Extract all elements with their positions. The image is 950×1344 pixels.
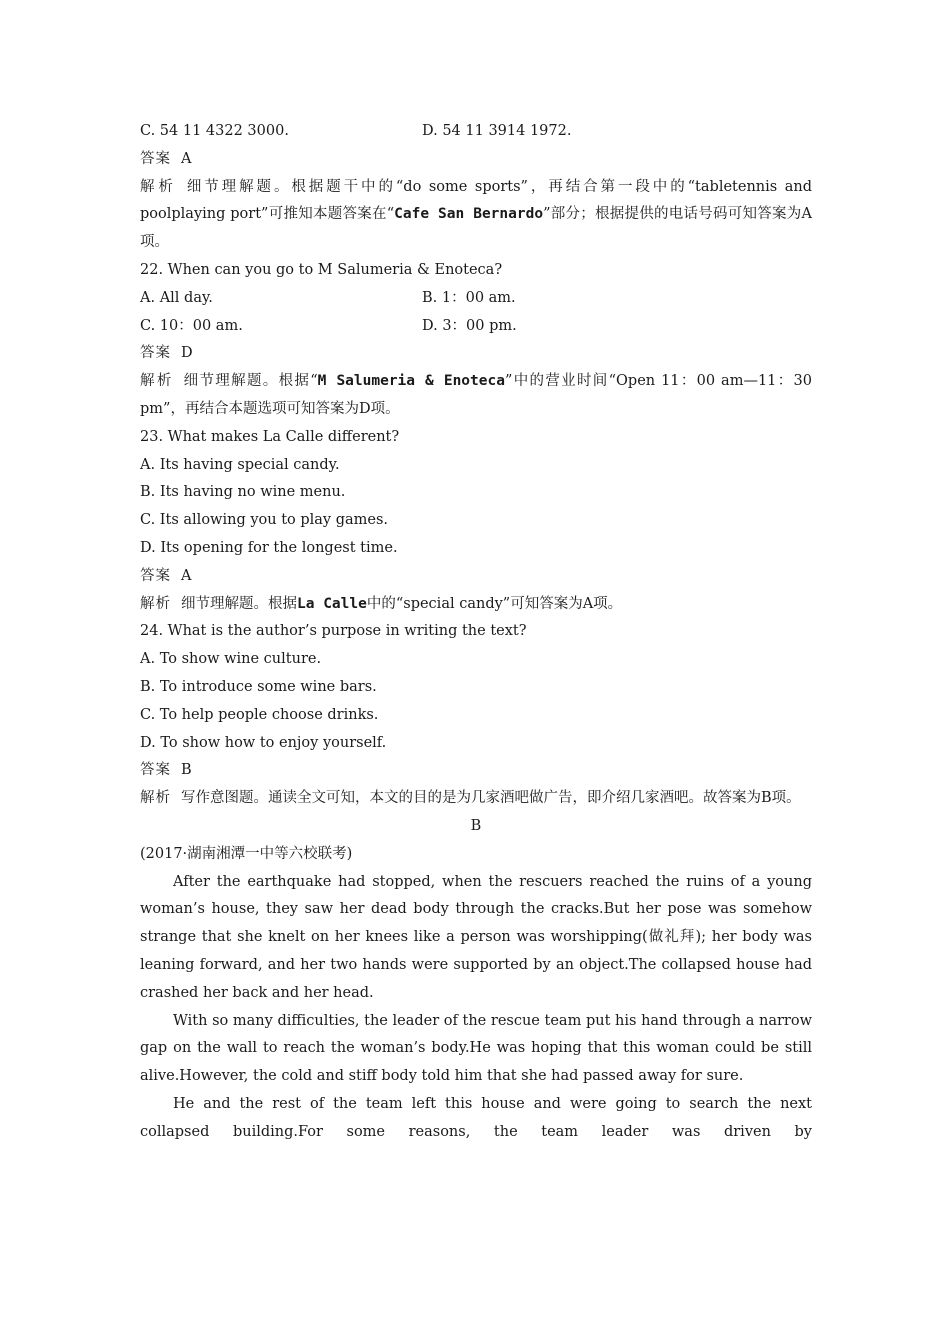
answer-value: D: [181, 345, 193, 362]
q23-question: 23. What makes La Calle different?: [140, 428, 400, 445]
bold-term: Cafe San Bernardo: [394, 206, 544, 223]
passage-paragraph-3: He and the rest of the team left this house and were going to search the next collapsed building.For some reasons, the team leader was driven by: [140, 1095, 812, 1140]
q24-option-c: C. To help people choose drinks.: [140, 706, 379, 723]
analysis-label: 解析: [140, 790, 171, 807]
section-source: (2017·湖南湘潭一中等六校联考): [140, 845, 353, 862]
passage-paragraph-2: With so many difficulties, the leader of the rescue team put his hand through a narrow gap on the wall to reach the woman’s body.He was hoping that this woman could be still alive.However, the cold and stiff body told him that she had passed away for sure.: [140, 1012, 812, 1085]
q23-answer: [140, 563, 812, 591]
bold-term: M Salumeria & Enoteca: [317, 373, 505, 390]
q24-analysis: 解析 写作意图题。通读全文可知，本文的目的是为几家酒吧做广告，即介绍几家酒吧。故答案为B项。: [140, 790, 801, 807]
section-heading: B: [470, 817, 482, 834]
q24-answer: [140, 757, 812, 785]
q23-analysis: 解析 细节理解题。根据La Calle中的“special candy”可知答案为A项。: [140, 595, 623, 612]
q22-option-d: D. 3：00 pm.: [422, 317, 517, 334]
answer-label: 答案: [140, 150, 171, 167]
q21-answer: [140, 146, 812, 174]
q22-options-cd: [140, 313, 812, 341]
answer-label: 答案: [140, 567, 171, 584]
q22-option-c: C. 10：00 am.: [140, 317, 243, 334]
q22-option-a: A. All day.: [140, 289, 213, 306]
analysis-label: 解析: [140, 373, 174, 390]
answer-label: 答案: [140, 762, 171, 779]
q21-option-d: D. 54 11 3914 1972.: [422, 123, 572, 139]
bold-term: La Calle: [297, 595, 367, 612]
q21-options-cd: [140, 118, 812, 146]
q24-option-b: B. To introduce some wine bars.: [140, 678, 377, 695]
q23-option-a: A. Its having special candy.: [140, 456, 340, 473]
q24-option-a: A. To show wine culture.: [140, 651, 322, 668]
q22-option-b: B. 1：00 am.: [422, 289, 516, 306]
q22-options-ab: [140, 285, 812, 313]
answer-value: B: [181, 762, 192, 779]
answer-value: A: [181, 567, 192, 584]
passage-paragraph-1: After the earthquake had stopped, when the rescuers reached the ruins of a young woman’s house, they saw her dead body through the cracks.But her pose was somehow strange that she knelt on her knees like a person was worshipping(做礼拜); her body was leaning forward, and her two hands were supported by an object.The collapsed house had crashed her back and her head.: [140, 873, 812, 1001]
q22-analysis: 解析 细节理解题。根据“M Salumeria & Enoteca”中的营业时间“Open 11：00 am—11：30 pm”，再结合本题选项可知答案为D项。: [140, 373, 812, 417]
q23-option-d: D. Its opening for the longest time.: [140, 539, 398, 556]
q23-option-c: C. Its allowing you to play games.: [140, 512, 389, 529]
analysis-label: 解析: [140, 595, 171, 612]
q24-question: 24. What is the author’s purpose in writing the text?: [140, 623, 527, 640]
answer-value: A: [181, 150, 192, 167]
q21-option-c: C. 54 11 4322 3000.: [140, 123, 289, 139]
document-page: [140, 118, 812, 1146]
q21-analysis: 解析 细节理解题。根据题干中的“do some sports”，再结合第一段中的“tabletennis and poolplaying port”可推知本题答案在“Cafe San Bernardo”部分；根据提供的电话号码可知答案为A项。: [140, 178, 813, 251]
q24-option-d: D. To show how to enjoy yourself.: [140, 734, 387, 751]
q22-answer: [140, 340, 812, 368]
answer-label: 答案: [140, 345, 171, 362]
q22-question: 22. When can you go to M Salumeria & Enoteca?: [140, 261, 503, 278]
analysis-label: 解析: [140, 178, 177, 195]
q23-option-b: B. Its having no wine menu.: [140, 484, 346, 501]
